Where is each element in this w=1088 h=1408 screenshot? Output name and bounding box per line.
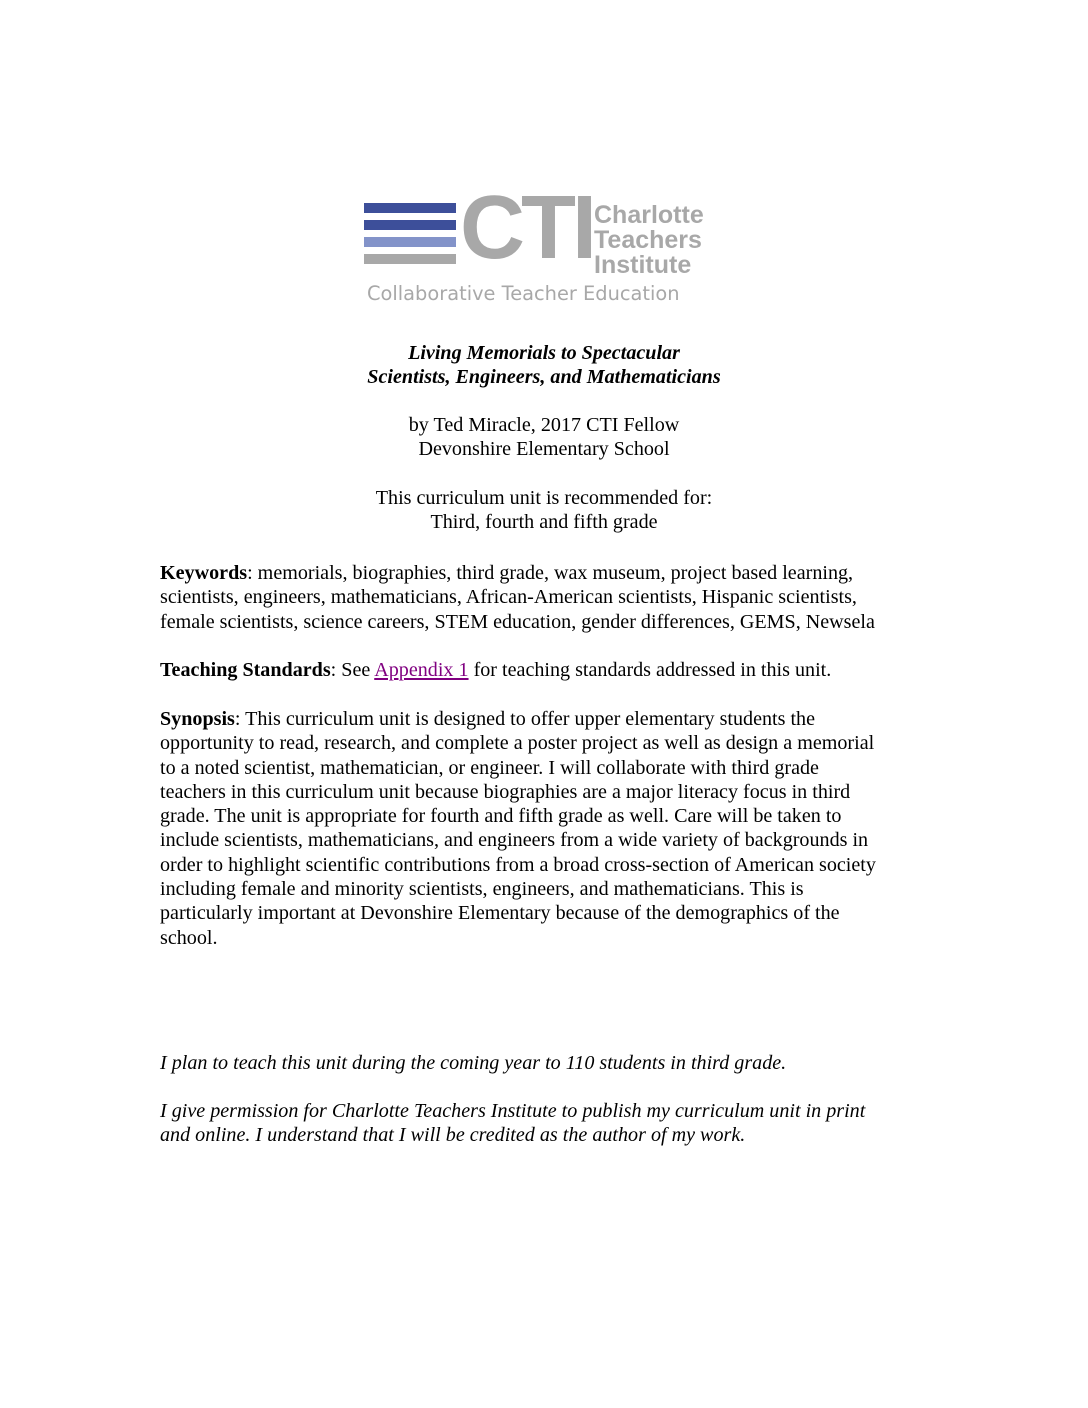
recommendation-block xyxy=(160,486,928,535)
logo-org-line-2: Teachers xyxy=(594,226,702,254)
synopsis-line-1 xyxy=(160,707,930,731)
appendix-1-link[interactable]: Appendix 1 xyxy=(374,659,469,681)
logo-org-line-1: Charlotte xyxy=(594,201,704,229)
logo-org-line-3: Institute xyxy=(594,251,692,279)
standards-text-after: for teaching standards addressed in this unit. xyxy=(468,659,832,681)
synopsis-line-2: opportunity to read, research, and complete a poster project as well as design a memorial xyxy=(160,732,875,755)
title-line-2: Scientists, Engineers, and Mathematicians xyxy=(367,366,721,389)
plan-statement-line: I plan to teach this unit during the coming year to 110 students in third grade. xyxy=(160,1052,787,1074)
cti-logo xyxy=(364,178,724,307)
synopsis-paragraph xyxy=(160,707,930,950)
keywords-text-1: : memorials, biographies, third grade, wax museum, project based learning, xyxy=(247,562,854,584)
logo-acronym: CTI xyxy=(460,178,593,278)
permission-line-2: and online. I understand that I will be credited as the author of my work. xyxy=(160,1124,746,1147)
synopsis-line-6: include scientists, mathematicians, and engineers from a wide variety of backgrounds in xyxy=(160,829,869,852)
logo-tagline: Collaborative Teacher Education xyxy=(367,282,680,305)
permission-paragraph xyxy=(160,1099,930,1148)
standards-line xyxy=(160,658,930,682)
synopsis-line-7: order to highlight scientific contributions from a broad cross-section of American society xyxy=(160,853,876,876)
keywords-paragraph xyxy=(160,561,930,634)
standards-text-before: : See xyxy=(330,659,375,681)
synopsis-line-9: particularly important at Devonshire Elementary because of the demographics of the xyxy=(160,902,840,925)
keywords-line-3: female scientists, science careers, STEM education, gender differences, GEMS, Newsela xyxy=(160,610,875,633)
standards-paragraph xyxy=(160,658,930,682)
plan-statement xyxy=(160,1051,930,1075)
synopsis-line-8: including female and minority scientists, engineers, and mathematicians. This is xyxy=(160,878,804,901)
synopsis-line-10: school. xyxy=(160,926,218,949)
title-line-1: Living Memorials to Spectacular xyxy=(408,342,680,364)
logo-bar-3 xyxy=(364,237,456,247)
keywords-line-1 xyxy=(160,561,930,585)
synopsis-line-3: to a noted scientist, mathematician, or engineer. I will collaborate with third grade xyxy=(160,756,819,779)
logo-bar-4 xyxy=(364,254,456,264)
logo-bar-2 xyxy=(364,220,456,230)
permission-line-1: I give permission for Charlotte Teachers Institute to publish my curriculum unit in print xyxy=(160,1100,866,1122)
standards-label: Teaching Standards xyxy=(160,659,331,681)
logo-bar-1 xyxy=(364,203,456,213)
keywords-label: Keywords xyxy=(160,562,248,584)
author-line: by Ted Miracle, 2017 CTI Fellow xyxy=(408,414,680,436)
synopsis-label: Synopsis xyxy=(160,708,235,730)
recommendation-line-1: This curriculum unit is recommended for: xyxy=(375,487,713,509)
recommendation-line-2: Third, fourth and fifth grade xyxy=(430,511,658,534)
synopsis-text-1: : This curriculum unit is designed to offer upper elementary students the xyxy=(234,708,816,730)
author-block xyxy=(160,413,928,462)
synopsis-line-4: teachers in this curriculum unit because biographies are a major literacy focus in third xyxy=(160,780,851,803)
synopsis-line-5: grade. The unit is appropriate for fourth and fifth grade as well. Care will be taken to xyxy=(160,805,842,828)
keywords-line-2: scientists, engineers, mathematicians, African-American scientists, Hispanic scientists, xyxy=(160,586,857,609)
school-line: Devonshire Elementary School xyxy=(418,438,670,461)
document-title xyxy=(160,341,928,390)
